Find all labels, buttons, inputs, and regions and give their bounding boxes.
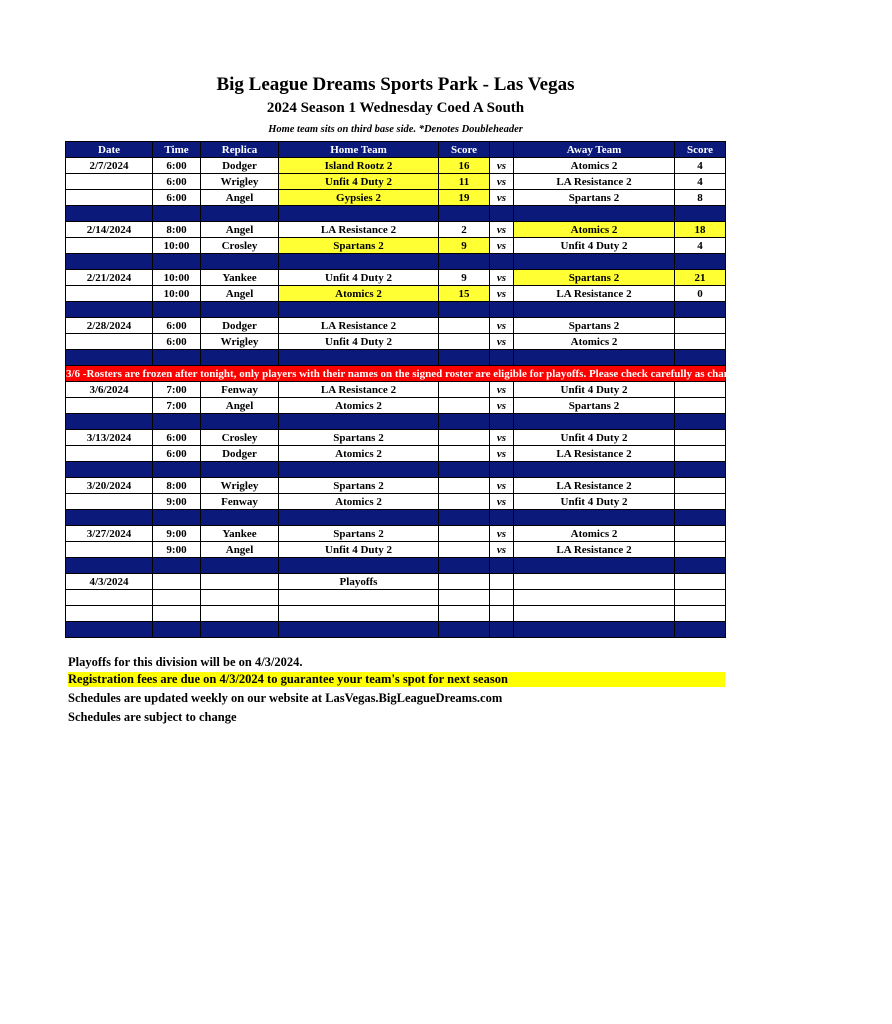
vs-label: vs xyxy=(490,190,514,206)
game-time: 6:00 xyxy=(153,158,201,174)
separator-cell xyxy=(490,206,514,222)
away-team: Unfit 4 Duty 2 xyxy=(514,238,675,254)
home-score: 15 xyxy=(439,286,490,302)
empty-cell xyxy=(279,590,439,606)
home-team: Spartans 2 xyxy=(279,238,439,254)
empty-cell xyxy=(439,574,490,590)
table-row xyxy=(66,318,726,334)
week-separator-row xyxy=(66,206,726,222)
separator-cell xyxy=(201,558,279,574)
home-score xyxy=(439,318,490,334)
game-date xyxy=(66,446,153,462)
week-separator-row xyxy=(66,350,726,366)
game-date xyxy=(66,174,153,190)
week-separator-row xyxy=(66,622,726,638)
header-home-team: Home Team xyxy=(279,142,439,158)
empty-cell xyxy=(66,590,153,606)
header-time: Time xyxy=(153,142,201,158)
away-team: LA Resistance 2 xyxy=(514,174,675,190)
vs-label: vs xyxy=(490,478,514,494)
separator-cell xyxy=(490,622,514,638)
separator-cell xyxy=(66,414,153,430)
separator-cell xyxy=(675,558,726,574)
away-team: LA Resistance 2 xyxy=(514,446,675,462)
away-score: 4 xyxy=(675,158,726,174)
separator-cell xyxy=(514,206,675,222)
game-date xyxy=(66,286,153,302)
header-away-team: Away Team xyxy=(514,142,675,158)
table-row xyxy=(66,238,726,254)
vs-label: vs xyxy=(490,334,514,350)
game-date: 2/21/2024 xyxy=(66,270,153,286)
separator-cell xyxy=(153,254,201,270)
home-team: Atomics 2 xyxy=(279,398,439,414)
roster-freeze-banner: 3/6 -Rosters are frozen after tonight, only players with their names on the signed roster are eligible for playoffs. Please check carefully as changes will not be made for omissions. xyxy=(66,367,892,380)
separator-cell xyxy=(490,462,514,478)
separator-cell xyxy=(439,350,490,366)
vs-label: vs xyxy=(490,318,514,334)
home-score: 2 xyxy=(439,222,490,238)
footer-website-note: Schedules are updated weekly on our website at LasVegas.BigLeagueDreams.com xyxy=(68,691,503,705)
separator-cell xyxy=(439,622,490,638)
vs-label: vs xyxy=(490,430,514,446)
empty-cell xyxy=(201,590,279,606)
away-team: LA Resistance 2 xyxy=(514,478,675,494)
separator-cell xyxy=(514,622,675,638)
separator-cell xyxy=(279,510,439,526)
separator-cell xyxy=(279,622,439,638)
away-score xyxy=(675,334,726,350)
separator-cell xyxy=(439,462,490,478)
game-field: Fenway xyxy=(201,494,279,510)
separator-cell xyxy=(153,622,201,638)
table-row xyxy=(66,446,726,462)
separator-cell xyxy=(675,302,726,318)
empty-cell xyxy=(279,606,439,622)
empty-cell xyxy=(490,606,514,622)
vs-label: vs xyxy=(490,526,514,542)
game-field: Angel xyxy=(201,542,279,558)
home-team: LA Resistance 2 xyxy=(279,222,439,238)
home-team: Atomics 2 xyxy=(279,286,439,302)
week-separator-row xyxy=(66,510,726,526)
game-field: Angel xyxy=(201,286,279,302)
away-score xyxy=(675,446,726,462)
separator-cell xyxy=(66,510,153,526)
separator-cell xyxy=(66,622,153,638)
separator-cell xyxy=(279,254,439,270)
week-separator-row xyxy=(66,302,726,318)
schedule-body xyxy=(66,158,892,638)
separator-cell xyxy=(201,254,279,270)
away-team: Spartans 2 xyxy=(514,318,675,334)
empty-cell xyxy=(675,606,726,622)
separator-cell xyxy=(514,510,675,526)
separator-cell xyxy=(514,462,675,478)
game-time: 6:00 xyxy=(153,334,201,350)
away-team: Spartans 2 xyxy=(514,190,675,206)
away-score: 21 xyxy=(675,270,726,286)
vs-label: vs xyxy=(490,270,514,286)
game-date: 4/3/2024 xyxy=(66,574,153,590)
table-row xyxy=(66,222,726,238)
separator-cell xyxy=(279,558,439,574)
game-field: Dodger xyxy=(201,318,279,334)
home-team: Unfit 4 Duty 2 xyxy=(279,542,439,558)
game-time: 10:00 xyxy=(153,238,201,254)
home-score xyxy=(439,478,490,494)
empty-cell xyxy=(201,606,279,622)
away-score: 4 xyxy=(675,238,726,254)
separator-cell xyxy=(439,558,490,574)
separator-cell xyxy=(490,350,514,366)
game-date xyxy=(66,398,153,414)
away-team: Unfit 4 Duty 2 xyxy=(514,382,675,398)
game-time xyxy=(153,574,201,590)
away-score xyxy=(675,382,726,398)
home-team: LA Resistance 2 xyxy=(279,318,439,334)
game-field: Crosley xyxy=(201,238,279,254)
separator-cell xyxy=(675,254,726,270)
home-score xyxy=(439,334,490,350)
game-time: 6:00 xyxy=(153,190,201,206)
home-team: Gypsies 2 xyxy=(279,190,439,206)
game-time: 6:00 xyxy=(153,430,201,446)
separator-cell xyxy=(439,510,490,526)
separator-cell xyxy=(675,510,726,526)
away-score: 18 xyxy=(675,222,726,238)
game-time: 6:00 xyxy=(153,174,201,190)
home-score: 19 xyxy=(439,190,490,206)
separator-cell xyxy=(514,302,675,318)
separator-cell xyxy=(514,558,675,574)
empty-cell xyxy=(153,590,201,606)
week-separator-row xyxy=(66,462,726,478)
home-score xyxy=(439,398,490,414)
separator-cell xyxy=(514,414,675,430)
home-team: Spartans 2 xyxy=(279,526,439,542)
game-field: Wrigley xyxy=(201,174,279,190)
separator-cell xyxy=(66,462,153,478)
table-row xyxy=(66,270,726,286)
week-separator-row xyxy=(66,254,726,270)
footer-registration-note: Registration fees are due on 4/3/2024 to guarantee your team's spot for next season xyxy=(68,672,725,687)
empty-cell xyxy=(153,606,201,622)
separator-cell xyxy=(490,302,514,318)
game-field: Dodger xyxy=(201,158,279,174)
separator-cell xyxy=(66,350,153,366)
separator-cell xyxy=(153,510,201,526)
home-team: Atomics 2 xyxy=(279,494,439,510)
away-team: Atomics 2 xyxy=(514,158,675,174)
week-separator-row xyxy=(66,414,726,430)
home-score: 11 xyxy=(439,174,490,190)
away-team: Atomics 2 xyxy=(514,334,675,350)
table-row xyxy=(66,526,726,542)
separator-cell xyxy=(153,462,201,478)
away-score xyxy=(675,318,726,334)
table-row xyxy=(66,430,726,446)
header-date: Date xyxy=(66,142,153,158)
home-score xyxy=(439,446,490,462)
separator-cell xyxy=(153,350,201,366)
away-score xyxy=(675,494,726,510)
vs-label: vs xyxy=(490,446,514,462)
game-date: 3/27/2024 xyxy=(66,526,153,542)
game-time: 7:00 xyxy=(153,382,201,398)
separator-cell xyxy=(201,622,279,638)
game-field: Angel xyxy=(201,190,279,206)
game-date: 2/14/2024 xyxy=(66,222,153,238)
home-score xyxy=(439,430,490,446)
game-date: 3/13/2024 xyxy=(66,430,153,446)
empty-cell xyxy=(514,574,675,590)
separator-cell xyxy=(490,510,514,526)
separator-cell xyxy=(490,414,514,430)
home-score: 9 xyxy=(439,270,490,286)
game-field xyxy=(201,574,279,590)
separator-cell xyxy=(490,558,514,574)
game-field: Dodger xyxy=(201,446,279,462)
table-row xyxy=(66,494,726,510)
empty-cell xyxy=(514,590,675,606)
table-row xyxy=(66,334,726,350)
table-row xyxy=(66,590,726,606)
separator-cell xyxy=(675,462,726,478)
separator-cell xyxy=(66,302,153,318)
separator-cell xyxy=(279,414,439,430)
separator-cell xyxy=(66,206,153,222)
home-team: Unfit 4 Duty 2 xyxy=(279,174,439,190)
away-team: Unfit 4 Duty 2 xyxy=(514,430,675,446)
vs-label: vs xyxy=(490,238,514,254)
table-row xyxy=(66,158,726,174)
separator-cell xyxy=(279,302,439,318)
vs-label: vs xyxy=(490,286,514,302)
away-team: Atomics 2 xyxy=(514,526,675,542)
away-score xyxy=(675,526,726,542)
away-score: 4 xyxy=(675,174,726,190)
vs-label: vs xyxy=(490,174,514,190)
separator-cell xyxy=(514,254,675,270)
game-date: 3/20/2024 xyxy=(66,478,153,494)
away-score xyxy=(675,430,726,446)
schedule-table xyxy=(65,141,892,638)
game-date xyxy=(66,334,153,350)
vs-label: vs xyxy=(490,398,514,414)
separator-cell xyxy=(201,350,279,366)
header-vs xyxy=(490,142,514,158)
game-field: Fenway xyxy=(201,382,279,398)
empty-cell xyxy=(675,574,726,590)
away-score xyxy=(675,478,726,494)
away-team: Spartans 2 xyxy=(514,398,675,414)
home-team: Unfit 4 Duty 2 xyxy=(279,270,439,286)
game-date xyxy=(66,494,153,510)
game-date: 2/28/2024 xyxy=(66,318,153,334)
page-title: Big League Dreams Sports Park - Las Vegas xyxy=(216,74,575,95)
week-separator-row xyxy=(66,558,726,574)
game-date: 2/7/2024 xyxy=(66,158,153,174)
game-time: 7:00 xyxy=(153,398,201,414)
game-time: 6:00 xyxy=(153,446,201,462)
table-row xyxy=(66,542,726,558)
game-field: Wrigley xyxy=(201,478,279,494)
away-score: 8 xyxy=(675,190,726,206)
game-field: Angel xyxy=(201,222,279,238)
game-field: Angel xyxy=(201,398,279,414)
table-row xyxy=(66,574,726,590)
away-team: LA Resistance 2 xyxy=(514,286,675,302)
separator-cell xyxy=(675,622,726,638)
table-row xyxy=(66,606,726,622)
home-score xyxy=(439,382,490,398)
table-row xyxy=(66,382,726,398)
game-time: 8:00 xyxy=(153,478,201,494)
empty-cell xyxy=(514,606,675,622)
empty-cell xyxy=(66,606,153,622)
game-time: 8:00 xyxy=(153,222,201,238)
table-row xyxy=(66,286,726,302)
home-team: Atomics 2 xyxy=(279,446,439,462)
away-team: Spartans 2 xyxy=(514,270,675,286)
vs-label: vs xyxy=(490,494,514,510)
game-date: 3/6/2024 xyxy=(66,382,153,398)
game-time: 9:00 xyxy=(153,494,201,510)
separator-cell xyxy=(201,414,279,430)
away-score xyxy=(675,398,726,414)
vs-label: vs xyxy=(490,158,514,174)
separator-cell xyxy=(201,206,279,222)
game-time: 9:00 xyxy=(153,542,201,558)
separator-cell xyxy=(439,206,490,222)
empty-cell xyxy=(439,606,490,622)
separator-cell xyxy=(66,254,153,270)
away-score xyxy=(675,542,726,558)
separator-cell xyxy=(153,558,201,574)
separator-cell xyxy=(514,350,675,366)
home-team: Spartans 2 xyxy=(279,430,439,446)
home-team: Unfit 4 Duty 2 xyxy=(279,334,439,350)
header-replica: Replica xyxy=(201,142,279,158)
home-score: 16 xyxy=(439,158,490,174)
header-home-score: Score xyxy=(439,142,490,158)
home-score xyxy=(439,494,490,510)
separator-cell xyxy=(279,462,439,478)
separator-cell xyxy=(66,558,153,574)
separator-cell xyxy=(490,254,514,270)
separator-cell xyxy=(675,414,726,430)
footer-playoffs-note: Playoffs for this division will be on 4/3/2024. xyxy=(68,655,303,669)
game-time: 9:00 xyxy=(153,526,201,542)
separator-cell xyxy=(153,206,201,222)
game-field: Yankee xyxy=(201,270,279,286)
table-row xyxy=(66,174,726,190)
game-field: Crosley xyxy=(201,430,279,446)
table-row xyxy=(66,398,726,414)
schedule-note: Home team sits on third base side. *Denotes Doubleheader xyxy=(268,124,523,135)
page-subtitle: 2024 Season 1 Wednesday Coed A South xyxy=(266,100,525,116)
home-team: Island Rootz 2 xyxy=(279,158,439,174)
home-score: 9 xyxy=(439,238,490,254)
empty-cell xyxy=(490,574,514,590)
away-team: Unfit 4 Duty 2 xyxy=(514,494,675,510)
home-score xyxy=(439,526,490,542)
separator-cell xyxy=(675,206,726,222)
table-row xyxy=(66,190,726,206)
vs-label: vs xyxy=(490,222,514,238)
home-team: LA Resistance 2 xyxy=(279,382,439,398)
separator-cell xyxy=(439,254,490,270)
separator-cell xyxy=(153,302,201,318)
game-date xyxy=(66,542,153,558)
game-time: 6:00 xyxy=(153,318,201,334)
away-team: Atomics 2 xyxy=(514,222,675,238)
roster-freeze-banner-row xyxy=(66,366,726,382)
game-date xyxy=(66,190,153,206)
playoffs-label: Playoffs xyxy=(279,574,439,590)
game-time: 10:00 xyxy=(153,286,201,302)
separator-cell xyxy=(153,414,201,430)
empty-cell xyxy=(490,590,514,606)
separator-cell xyxy=(201,462,279,478)
away-score: 0 xyxy=(675,286,726,302)
empty-cell xyxy=(675,590,726,606)
table-row xyxy=(66,478,726,494)
separator-cell xyxy=(201,510,279,526)
game-time: 10:00 xyxy=(153,270,201,286)
game-field: Wrigley xyxy=(201,334,279,350)
separator-cell xyxy=(439,414,490,430)
separator-cell xyxy=(439,302,490,318)
vs-label: vs xyxy=(490,382,514,398)
header-away-score: Score xyxy=(675,142,726,158)
separator-cell xyxy=(675,350,726,366)
game-field: Yankee xyxy=(201,526,279,542)
home-score xyxy=(439,542,490,558)
footer-change-note: Schedules are subject to change xyxy=(68,710,237,724)
game-date xyxy=(66,238,153,254)
separator-cell xyxy=(279,206,439,222)
empty-cell xyxy=(439,590,490,606)
separator-cell xyxy=(201,302,279,318)
home-team: Spartans 2 xyxy=(279,478,439,494)
away-team: LA Resistance 2 xyxy=(514,542,675,558)
vs-label: vs xyxy=(490,542,514,558)
separator-cell xyxy=(279,350,439,366)
table-header-row xyxy=(66,142,726,158)
